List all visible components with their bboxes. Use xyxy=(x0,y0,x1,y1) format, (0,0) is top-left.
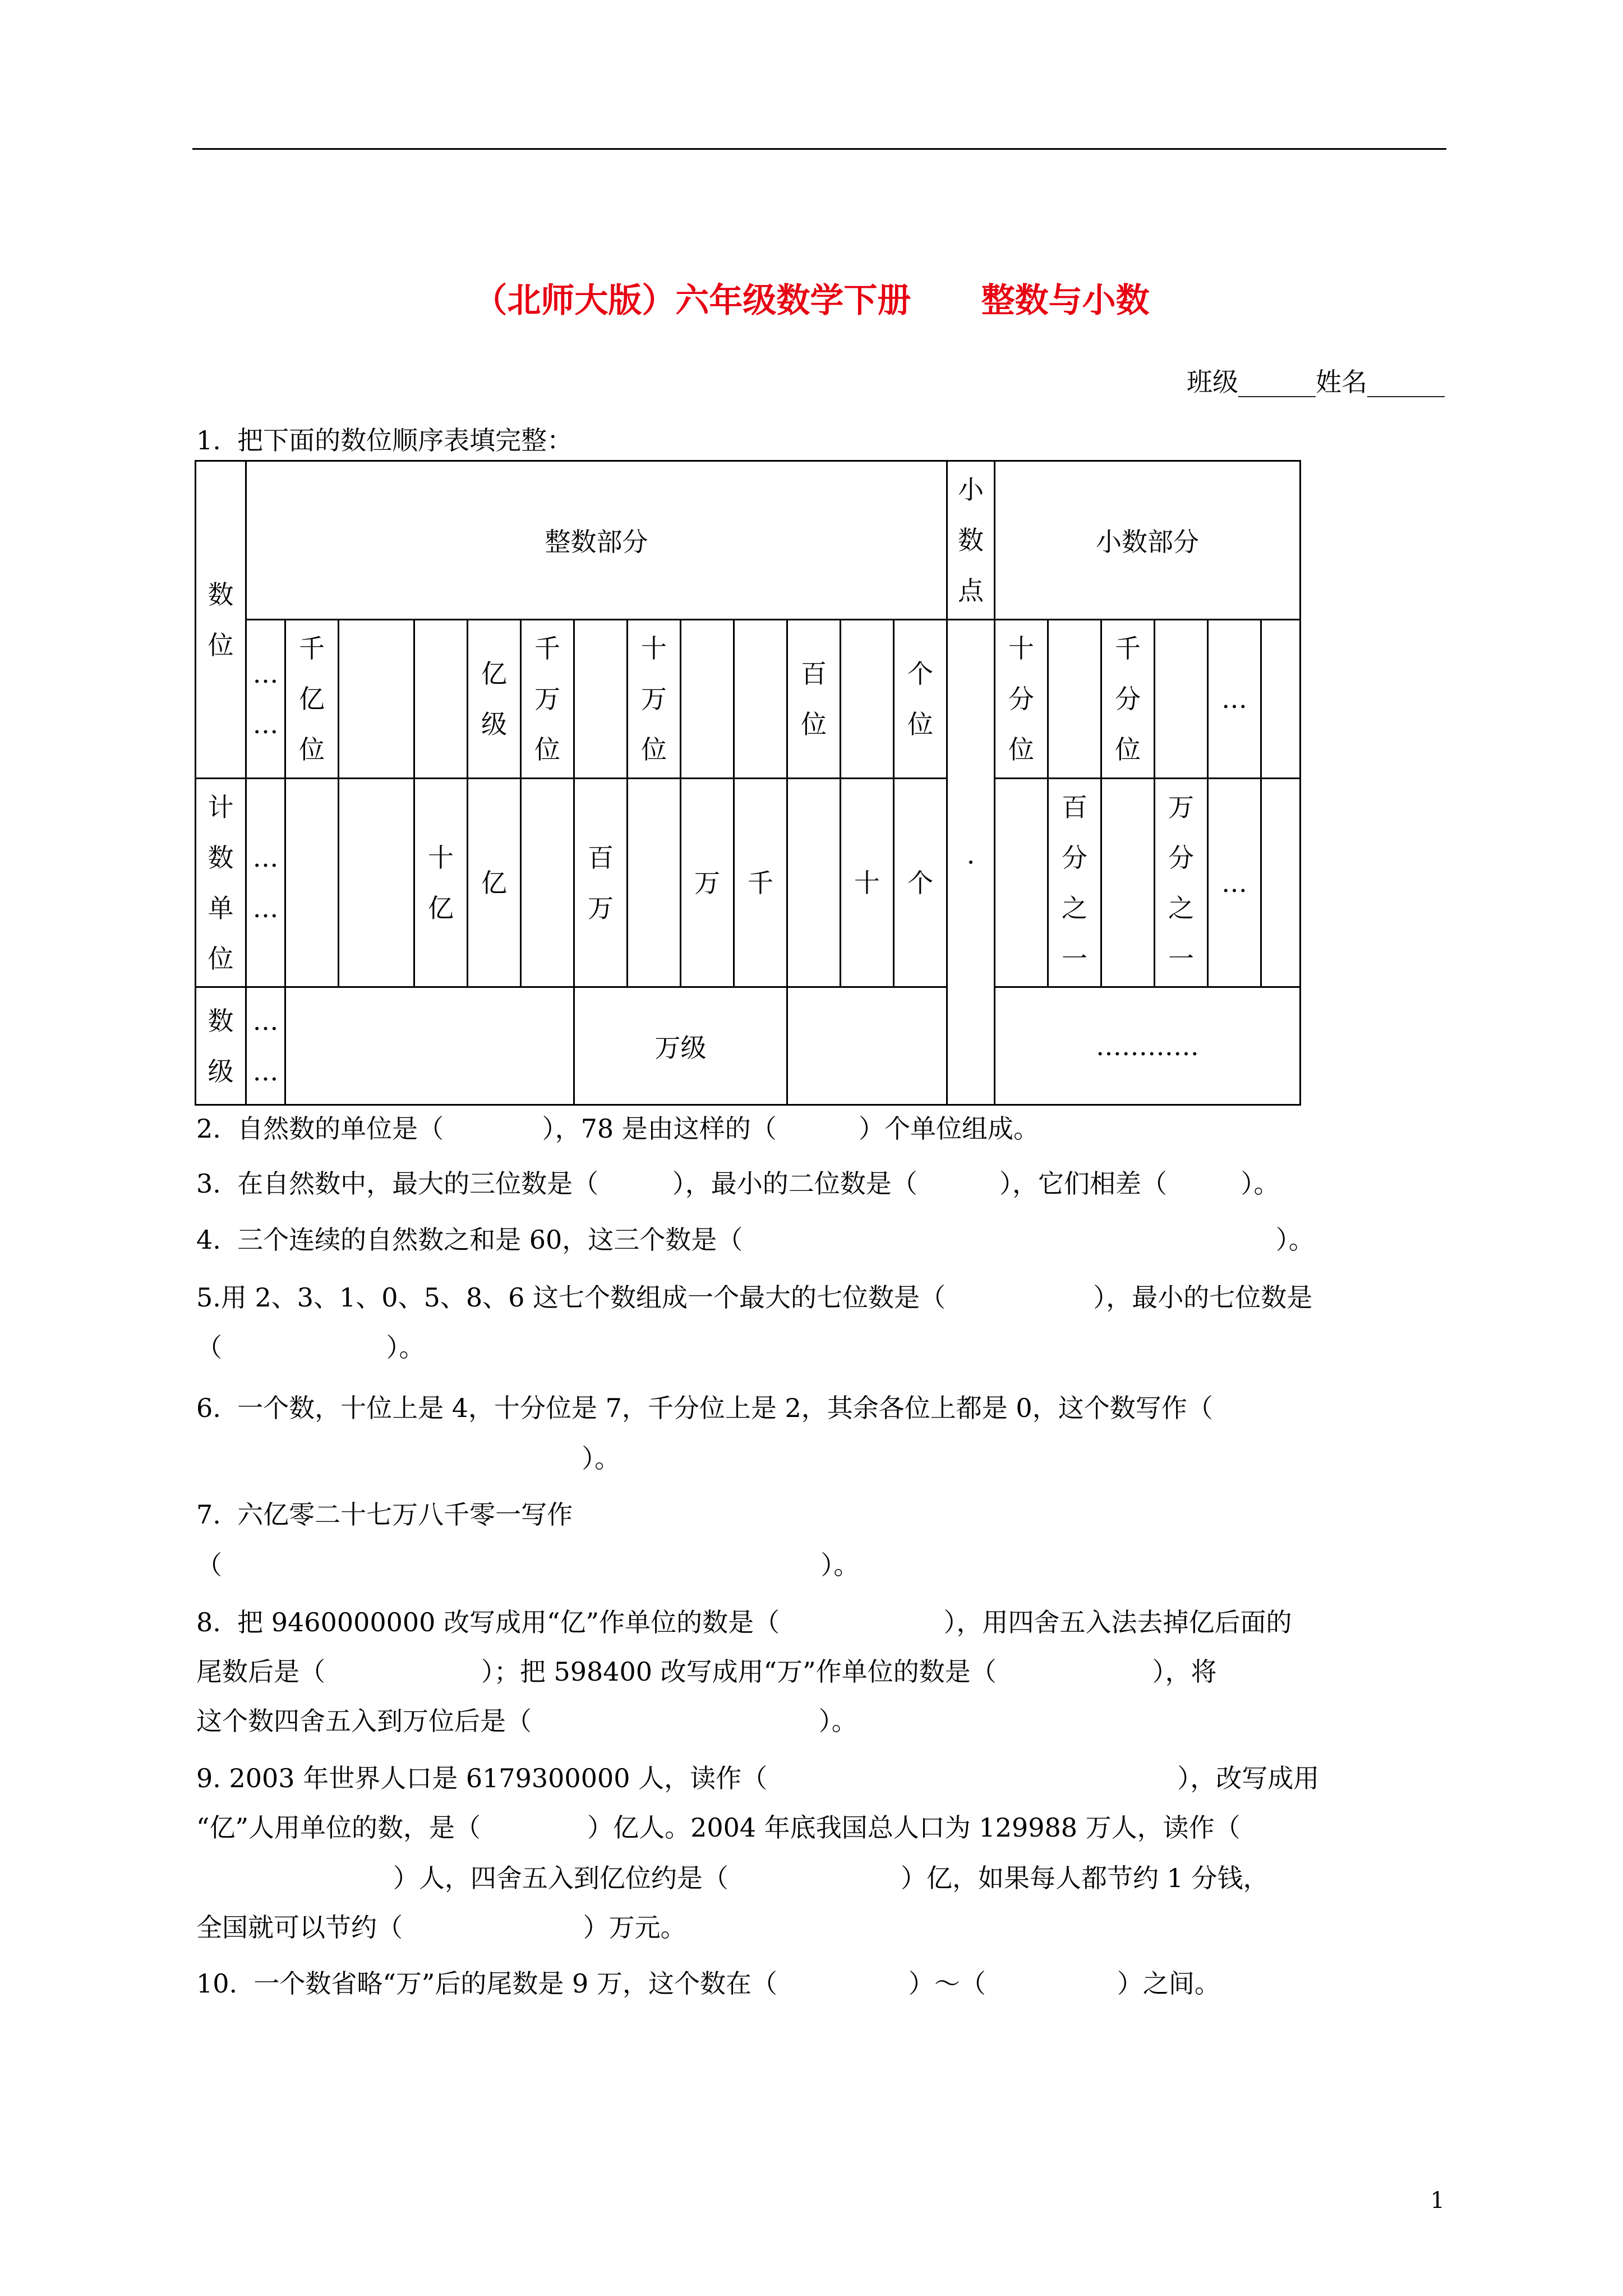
level-decimal-dots: ………… xyxy=(995,987,1301,1105)
digit-place-cell-text: … … xyxy=(252,659,279,739)
question-2: 2. 自然数的单位是（ ），78 是由这样的（ ）个单位组成。 xyxy=(196,1114,1039,1144)
counting-unit-cell xyxy=(787,779,841,987)
counting-unit-cell xyxy=(521,779,574,987)
page-title: （北师大版）六年级数学下册 整数与小数 xyxy=(473,281,1150,320)
level-blank-left xyxy=(285,987,574,1105)
digit-place-cell xyxy=(841,620,894,779)
counting-unit-cell-text: 个 xyxy=(907,867,933,898)
counting-unit-cell-text: … … xyxy=(252,842,279,923)
class-name-line: 班级______姓名______ xyxy=(1187,367,1445,397)
row-label-digit-place xyxy=(196,461,246,779)
level-wan: 万级 xyxy=(574,987,787,1105)
question-9-line-4: 全国就可以节约（ ）万元。 xyxy=(196,1912,686,1943)
counting-unit-cell xyxy=(246,779,285,987)
question-8-line-2: 尾数后是（ ）；把 598400 改写成用“万”作单位的数是（ ），将 xyxy=(196,1657,1217,1687)
counting-unit-cell xyxy=(681,779,734,987)
decimal-point-header-text: 小 数 点 xyxy=(958,475,984,606)
counting-unit-cell xyxy=(995,779,1048,987)
digit-place-cell xyxy=(246,620,285,779)
question-8-line-1: 8. 把 9460000000 改写成用“亿”作单位的数是（ ），用四舍五入法去掉亿后面的 xyxy=(196,1607,1292,1637)
digit-place-cell-text: 千 分 位 xyxy=(1115,633,1141,765)
question-6-line-1: 6. 一个数，十位上是 4，十分位是 7，千分位上是 2，其余各位上都是 0，这个数写作（ xyxy=(196,1393,1213,1423)
digit-place-cell xyxy=(285,620,339,779)
counting-unit-cell xyxy=(339,779,414,987)
counting-unit-cell xyxy=(574,779,628,987)
counting-unit-cell xyxy=(414,779,468,987)
decimal-point-header xyxy=(947,461,995,620)
digit-place-cell xyxy=(468,620,521,779)
counting-unit-cell-text: 亿 xyxy=(481,867,507,898)
digit-place-cell-text: 十 万 位 xyxy=(641,633,667,765)
counting-unit-cell xyxy=(1101,779,1155,987)
row-label-digit-place-text: 数 位 xyxy=(208,579,234,660)
digit-place-cell-text: 千 亿 位 xyxy=(299,633,325,765)
question-9-line-2: “亿”人用单位的数，是（ ）亿人。2004 年底我国总人口为 129988 万人，读作（ xyxy=(196,1812,1241,1843)
counting-unit-cell-text: 千 xyxy=(748,867,773,898)
counting-unit-cell xyxy=(841,779,894,987)
question-3: 3. 在自然数中，最大的三位数是（ ），最小的二位数是（ ），它们相差（ ）。 xyxy=(196,1168,1280,1199)
digit-place-cell xyxy=(574,620,628,779)
question-5-line-1: 5.用 2、3、1、0、5、8、6 这七个数组成一个最大的七位数是（ ），最小的七位数是 xyxy=(196,1282,1313,1313)
digit-place-cell xyxy=(1261,620,1301,779)
counting-unit-cell-text: 十 亿 xyxy=(428,842,454,923)
digit-place-cell-text: … xyxy=(1221,684,1247,714)
counting-unit-cell-text: 十 xyxy=(854,867,880,898)
question-10: 10. 一个数省略“万”后的尾数是 9 万，这个数在（ ）～（ ）之间。 xyxy=(196,1968,1220,1999)
counting-unit-cell xyxy=(468,779,521,987)
question-7-line-2: （ ）。 xyxy=(196,1550,860,1580)
question-9-line-1: 9. 2003 年世界人口是 6179300000 人，读作（ ），改写成用 xyxy=(196,1763,1320,1793)
digit-place-cell-text: 个 位 xyxy=(907,659,933,739)
place-value-table xyxy=(195,460,1301,1106)
question-8-line-3: 这个数四舍五入到万位后是（ ）。 xyxy=(196,1706,857,1736)
digit-place-cell-text: 十 分 位 xyxy=(1008,633,1034,765)
counting-unit-cell-text: 百 万 xyxy=(588,842,614,923)
digit-place-cell xyxy=(681,620,734,779)
counting-unit-cell-text: 万 xyxy=(694,867,720,898)
counting-unit-cell xyxy=(285,779,339,987)
digit-place-cell xyxy=(787,620,841,779)
digit-place-cell xyxy=(628,620,681,779)
page-number: 1 xyxy=(1430,2188,1445,2214)
decimal-point-symbol: · xyxy=(966,847,975,877)
digit-place-cell xyxy=(1208,620,1261,779)
digit-place-cell xyxy=(1155,620,1208,779)
integer-part-header: 整数部分 xyxy=(246,461,947,620)
digit-place-cell xyxy=(734,620,787,779)
digit-place-cell-text: 亿 级 xyxy=(481,659,507,739)
counting-unit-cell xyxy=(894,779,947,987)
level-ellipsis-cell xyxy=(246,987,285,1105)
counting-unit-cell xyxy=(734,779,787,987)
question-5-line-2: （ ）。 xyxy=(196,1332,425,1363)
level-blank-right xyxy=(787,987,995,1105)
digit-place-cell-text: 千 万 位 xyxy=(534,633,560,765)
counting-unit-cell xyxy=(628,779,681,987)
row-label-counting-unit xyxy=(196,779,246,987)
digit-place-cell xyxy=(1101,620,1155,779)
header-rule xyxy=(192,148,1446,150)
digit-place-cell xyxy=(414,620,468,779)
row-label-counting-unit-text: 计 数 单 位 xyxy=(208,792,234,974)
digit-place-cell xyxy=(894,620,947,779)
digit-place-cell xyxy=(995,620,1048,779)
question-1-prompt: 1. 把下面的数位顺序表填完整： xyxy=(196,425,573,455)
question-9-line-3: ）人，四舍五入到亿位约是（ ）亿，如果每人都节约 1 分钱， xyxy=(196,1863,1269,1893)
question-6-line-2: ）。 xyxy=(196,1443,621,1474)
digit-place-cell xyxy=(521,620,574,779)
digit-place-cell-text: 百 位 xyxy=(801,659,827,739)
counting-unit-cell xyxy=(1261,779,1301,987)
counting-unit-cell-text: 万 分 之 一 xyxy=(1168,792,1194,974)
row-label-digit-level xyxy=(196,987,246,1105)
digit-place-cell xyxy=(339,620,414,779)
counting-unit-cell xyxy=(1155,779,1208,987)
counting-unit-cell xyxy=(1048,779,1101,987)
counting-unit-cell xyxy=(1208,779,1261,987)
question-7-line-1: 7. 六亿零二十七万八千零一写作 xyxy=(196,1499,573,1530)
decimal-part-header: 小数部分 xyxy=(995,461,1301,620)
counting-unit-cell-text: … xyxy=(1221,867,1247,898)
question-4: 4. 三个连续的自然数之和是 60，这三个数是（ ）。 xyxy=(196,1225,1315,1255)
counting-unit-cell-text: 百 分 之 一 xyxy=(1062,792,1087,974)
row-label-digit-level-text: 数 级 xyxy=(208,1005,234,1087)
digit-place-cell xyxy=(1048,620,1101,779)
level-ellipsis-text: … … xyxy=(252,1005,279,1087)
